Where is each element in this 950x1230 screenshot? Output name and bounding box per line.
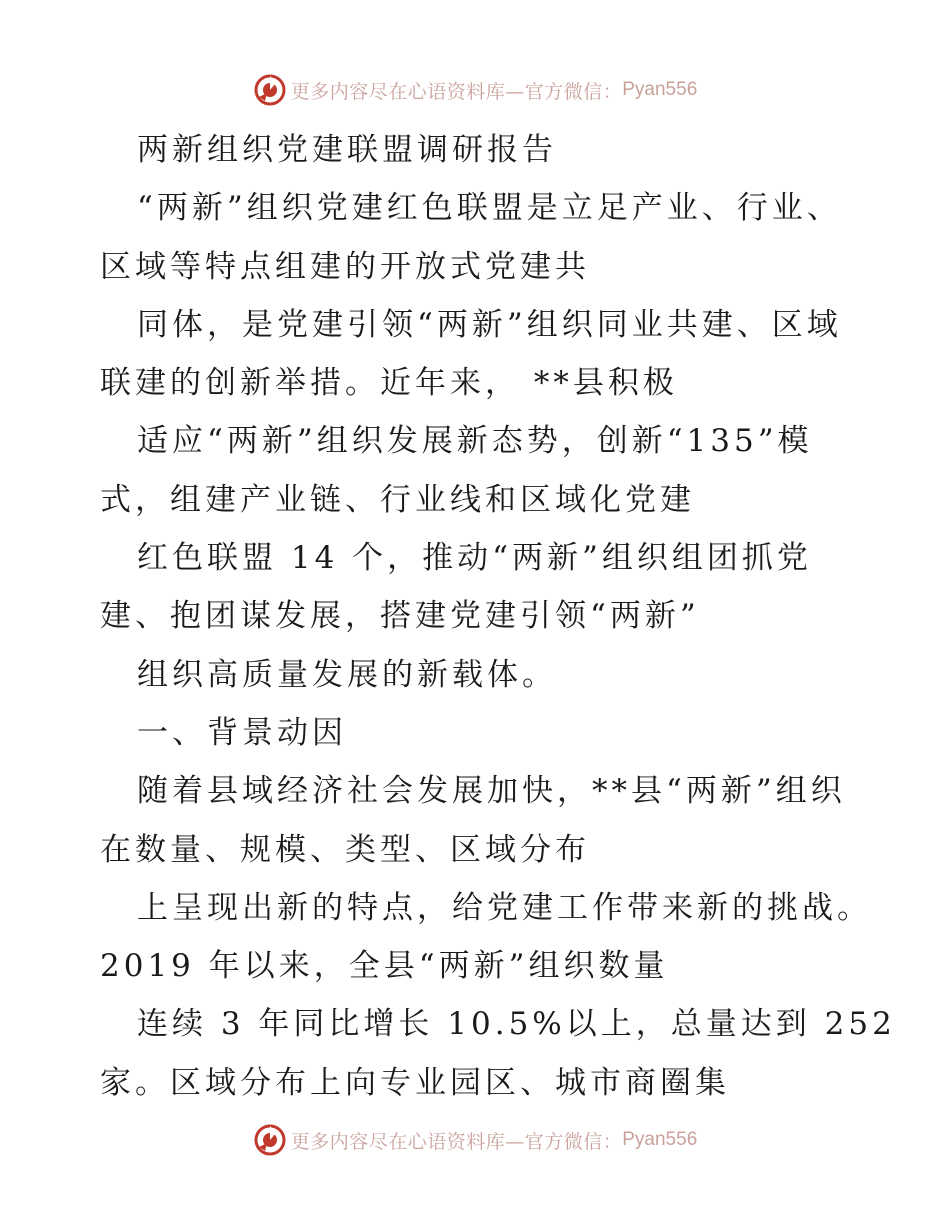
text-line: 家。区域分布上向专业园区、城市商圈集 [100,1064,730,1101]
text-line: 同体，是党建引领“两新”组织同业共建、区域 [137,306,842,343]
footer-watermark [0,1122,950,1158]
watermark-text: 更多内容尽在心语资料库—官方微信： [290,80,623,103]
text-line: 联建的创新举措。近年来， **县积极 [100,365,678,402]
watermark-text: 更多内容尽在心语资料库—官方微信： [290,1130,623,1153]
text-line: 上呈现出新的特点，给党建工作带来新的挑战。 [137,889,872,926]
document-body [100,121,896,1112]
text-line: 2019 年以来，全县“两新”组织数量 [100,948,669,985]
red-circular-logo-icon [253,1123,287,1157]
text-line: 红色联盟 14 个，推动“两新”组织组团抓党 [137,540,812,577]
text-line: 两新组织党建联盟调研报告 [137,132,557,168]
text-line: 组织高质量发展的新载体。 [137,656,557,693]
red-circular-logo-icon [253,73,287,107]
text-line: 适应“两新”组织发展新态势，创新“135”模 [137,423,813,460]
header-watermark [0,72,950,108]
text-line: 区域等特点组建的开放式党建共 [100,248,590,285]
text-line: 连续 3 年同比增长 10.5%以上，总量达到 252 [137,1006,896,1043]
text-line: 随着县域经济社会发展加快，**县“两新”组织 [137,773,846,810]
watermark-handle: Pyan556 [622,1129,698,1150]
text-line: 一、背景动因 [137,714,347,751]
text-line: 在数量、规模、类型、区域分布 [100,831,590,868]
watermark-handle: Pyan556 [622,79,698,100]
text-line: 建、抱团谋发展，搭建党建引领“两新” [100,598,700,635]
text-line: 式，组建产业链、行业线和区域化党建 [100,481,695,518]
text-line: “两新”组织党建红色联盟是立足产业、行业、 [137,190,842,227]
